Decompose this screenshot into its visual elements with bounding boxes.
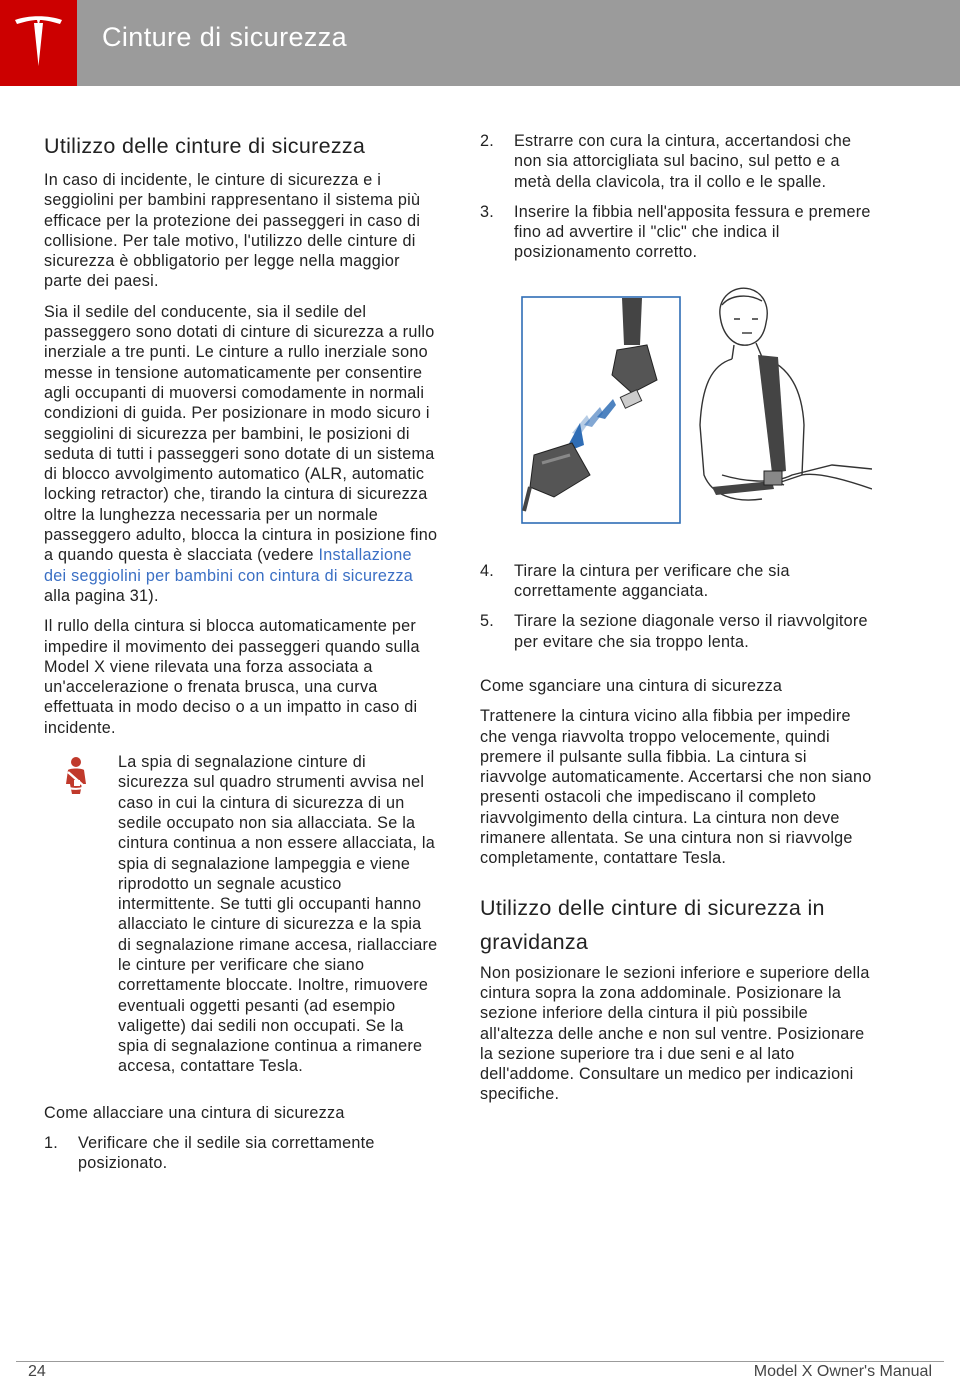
page-number: 24 — [28, 1363, 46, 1380]
warning-callout — [44, 752, 438, 1077]
paragraph-inertia-text: Sia il sedile del conducente, sia il sedile del passeggero sono dotati di cinture di sicurezza a rullo inerziale a tre punti. Le cinture a rullo inerziale sono messe in tensione automaticamente per consentire agli occupanti di muoversi comodamente in normali condizioni di guida. Per posizionare in modo sicuro i seggiolini di sicurezza per bambini, le posizioni di seduta di tutti i passeggeri sono dotate di un sistema di blocco avvolgimento automatico (ALR, automatic locking retractor) che, tirando la cintura di sicurezza oltre la lunghezza necessaria per un normale passeggero adulto, blocca la cintura in posizione fino a quando questa è slacciata (vedere — [44, 302, 438, 565]
seatbelt-illustration-svg — [472, 275, 872, 551]
seatbelt-warning-icon — [60, 756, 94, 796]
section-heading-usage: Utilizzo delle cinture di sicurezza — [44, 134, 366, 158]
tesla-logo — [0, 0, 77, 86]
step-text: Inserire la fibbia nell'apposita fessura e premere fino ad avvertire il "clic" che indica il posizionamento corretto. — [514, 202, 871, 262]
step-text: Verificare che il sedile sia correttamente posizionato. — [78, 1134, 375, 1173]
paragraph-lock: Il rullo della cintura si blocca automaticamente per impedire il movimento dei passeggeri quando sulla Model X viene rilevata una forza associata a un'accelerazione o frenata brusca, una curva effettuata in modo deciso o a un impatto in caso di incidente. — [44, 617, 420, 737]
paragraph-inertia-reels — [44, 302, 438, 606]
section-heading-pregnancy: Utilizzo delle cinture di sicurezza in gravidanza — [480, 895, 825, 954]
tesla-logo-icon — [12, 14, 65, 72]
page-header — [0, 0, 960, 86]
shoulder-belt — [758, 355, 786, 473]
step-item — [480, 202, 878, 263]
step-item — [480, 561, 878, 602]
step-text: Estrarre con cura la cintura, accertandosi che non sia attorcigliata sul bacino, sul petto e a metà della clavicola, tra il collo e le spalle. — [514, 132, 852, 191]
pregnancy-text: Non posizionare le sezioni inferiore e superiore della cintura sopra la zona addominale. Posizionare la sezione inferiore della cintura il più possibile all'altezza delle anche e non sul ventre. Posizionare la sezione superiore tra i due seni e al lato dell'addome. Consultare un medico per indicazioni specifiche. — [480, 963, 870, 1104]
person-buckle — [764, 471, 782, 485]
paragraph-inertia-tail: alla pagina 31). — [44, 586, 159, 605]
footer-divider — [16, 1361, 944, 1362]
step-text: Tirare la sezione diagonale verso il riavvolgitore per evitare che sia troppo lenta. — [514, 612, 868, 651]
left-column — [44, 133, 438, 1184]
paragraph-intro: In caso di incidente, le cinture di sicurezza e i seggiolini per bambini rappresentano il sistema più efficace per la protezione dei passeggeri in caso di collisione. Per tale motivo, l'utilizzo delle cinture di sicurezza è obbligatorio per legge nella maggior parte dei paesi. — [44, 171, 421, 291]
release-heading: Come sganciare una cintura di sicurezza — [480, 676, 783, 695]
step-item — [480, 611, 878, 652]
step-item — [480, 131, 878, 192]
step-number: 3. — [480, 202, 495, 221]
manual-name: Model X Owner's Manual — [753, 1363, 932, 1380]
child-seat-link[interactable]: Installazione dei seggiolini per bambini con cintura di sicurezza — [44, 546, 414, 585]
page-title: Cinture di sicurezza — [102, 22, 348, 52]
fasten-steps-right — [480, 131, 878, 263]
seated-person — [700, 288, 872, 500]
seatbelt-illustration — [472, 275, 872, 551]
check-steps — [480, 561, 878, 652]
step-item — [44, 1133, 438, 1174]
step-text: Tirare la cintura per verificare che sia correttamente agganciata. — [514, 561, 790, 601]
step-number: 1. — [44, 1134, 59, 1153]
step-number: 5. — [480, 612, 495, 631]
step-number: 4. — [480, 561, 495, 580]
fasten-steps-left — [44, 1133, 438, 1174]
right-column — [480, 131, 878, 1115]
belt-webbing — [622, 298, 642, 345]
warning-text: La spia di segnalazione cinture di sicurezza sul quadro strumenti avvisa nel caso in cui la cintura di sicurezza di un sedile occupato non sia allacciata. Se la cintura continua a non essere allacciata, la spia di segnalazione lampeggia e viene riprodotto un segnale acustico intermittente. Se tutti gli occupanti hanno allacciato le cinture di sicurezza e la spia di segnalazione rimane accesa, riallacciare le cinture per verificare che siano correttamente bloccate. Inoltre, rimuovere eventuali oggetti pesanti (ad esempio valigette) dai sedili non occupati. Se la spia di segnalazione continua a rimanere accesa, contattare Tesla. — [118, 753, 438, 1076]
release-text: Trattenere la cintura vicino alla fibbia per impedire che venga riavvolta troppo velocemente, quindi premere il pulsante sulla fibbia. La cintura si riavvolge automaticamente. Accertarsi che non siano presenti ostacoli che impediscano il completo riavvolgimento della cintura. La cintura non deve rimanere allentata. Se una cintura non si riavvolge completamente, contattare Tesla. — [480, 707, 872, 868]
step-number: 2. — [480, 132, 495, 150]
fasten-heading: Come allacciare una cintura di sicurezza — [44, 1103, 345, 1122]
